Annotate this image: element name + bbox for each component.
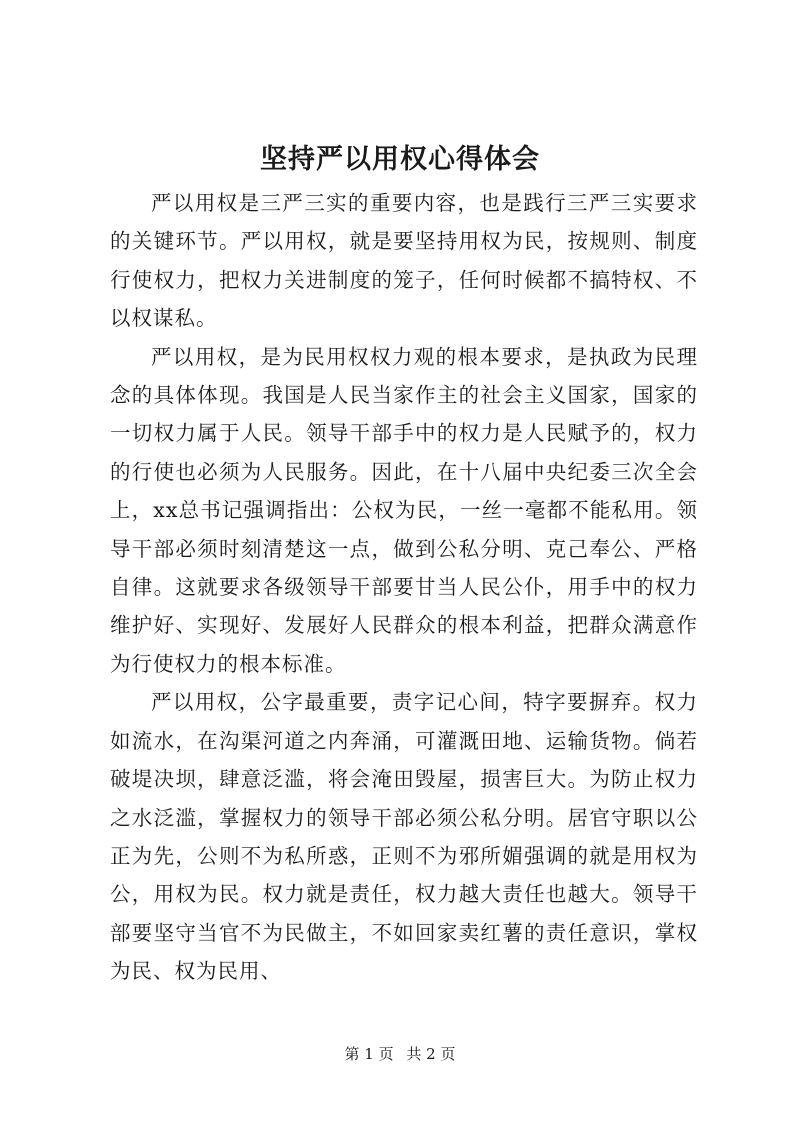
paragraph-2: 严以用权，是为民用权权力观的根本要求，是执政为民理念的具体体现。我国是人民当家作主的社会主义国家，国家的一切权力属于人民。领导干部手中的权力是人民赋予的，权力的行使也必须为人民服务。因此，在十八届中央纪委三次全会上，xx总书记强调指出：公权为民，一丝一毫都不能私用。领导干部必须时刻清楚这一点，做到公私分明、克己奉公、严格自律。这就要求各级领导干部要甘当人民公仆，用手中的权力维护好、实现好、发展好人民群众的根本利益，把群众满意作为行使权力的根本标准。 xyxy=(110,344,698,676)
page-total: 共 2 页 xyxy=(406,1045,456,1063)
page-number: 第 1 页 xyxy=(344,1045,394,1063)
paragraph-3: 严以用权，公字最重要，责字记心间，特字要摒弃。权力如流水，在沟渠河道之内奔涌，可灌溉田地、运输货物。倘若破堤决坝，肆意泛滥，将会淹田毁屋，损害巨大。为防止权力之水泛滥，掌握权力的领导干部必须公私分明。居官守职以公正为先，公则不为私所惑，正则不为邪所媚强调的就是用权为公，用权为民。权力就是责任，权力越大责任也越大。领导干部要坚守当官不为民做主，不如回家卖红薯的责任意识，掌权为民、权为民用、 xyxy=(110,690,698,984)
page-footer xyxy=(0,1044,800,1064)
document-body xyxy=(110,184,698,991)
paragraph-1: 严以用权是三严三实的重要内容，也是践行三严三实要求的关键环节。严以用权，就是要坚持用权为民，按规则、制度行使权力，把权力关进制度的笼子，任何时候都不搞特权、不以权谋私。 xyxy=(110,191,698,331)
document-title: 坚持严以用权心得体会 xyxy=(260,144,540,175)
